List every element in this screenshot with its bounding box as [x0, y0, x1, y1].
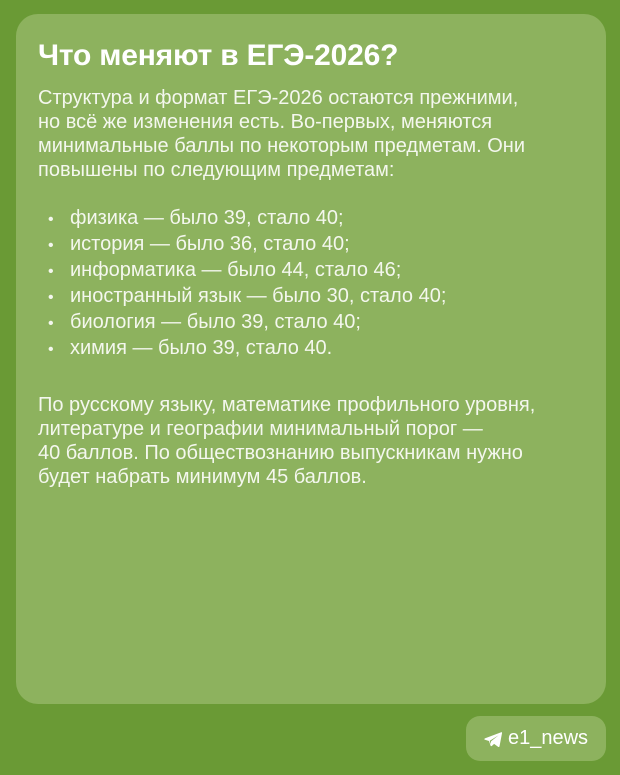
bullet-icon: • [48, 341, 54, 358]
bullet-icon: • [48, 211, 54, 228]
list-item [38, 258, 584, 284]
list-item-text: химия — было 39, стало 40. [70, 337, 333, 359]
list-item-text: история — было 36, стало 40; [70, 233, 350, 255]
list-item-text: биология — было 39, стало 40; [70, 311, 361, 333]
list-item [38, 206, 584, 232]
list-item [38, 284, 584, 310]
list-item [38, 232, 584, 258]
intro-paragraph: Структура и формат ЕГЭ-2026 остаются прежними, но всё же изменения есть. Во-первых, меняются минимальные баллы по некоторым предметам. Они повышены по следующим предметам: [38, 87, 526, 181]
list-item-text: физика — было 39, стало 40; [70, 207, 344, 229]
bullet-icon: • [48, 237, 54, 254]
bullet-icon: • [48, 315, 54, 332]
card-title: Что меняют в ЕГЭ-2026? [38, 39, 399, 72]
list-item-text: информатика — было 44, стало 46; [70, 259, 402, 281]
content-card [16, 14, 606, 704]
channel-badge[interactable] [466, 716, 606, 761]
telegram-icon [484, 731, 502, 747]
list-item [38, 336, 584, 362]
bullet-icon: • [48, 289, 54, 306]
list-item [38, 310, 584, 336]
channel-name: e1_news [507, 727, 589, 749]
bullet-icon: • [48, 263, 54, 280]
list-item-text: иностранный язык — было 30, стало 40; [70, 285, 447, 307]
outro-paragraph: По русскому языку, математике профильного уровня, литературе и географии минимальный порог — 40 баллов. По обществознанию выпускникам нужно будет набрать минимум 45 баллов. [38, 394, 536, 488]
subject-list [38, 206, 584, 362]
